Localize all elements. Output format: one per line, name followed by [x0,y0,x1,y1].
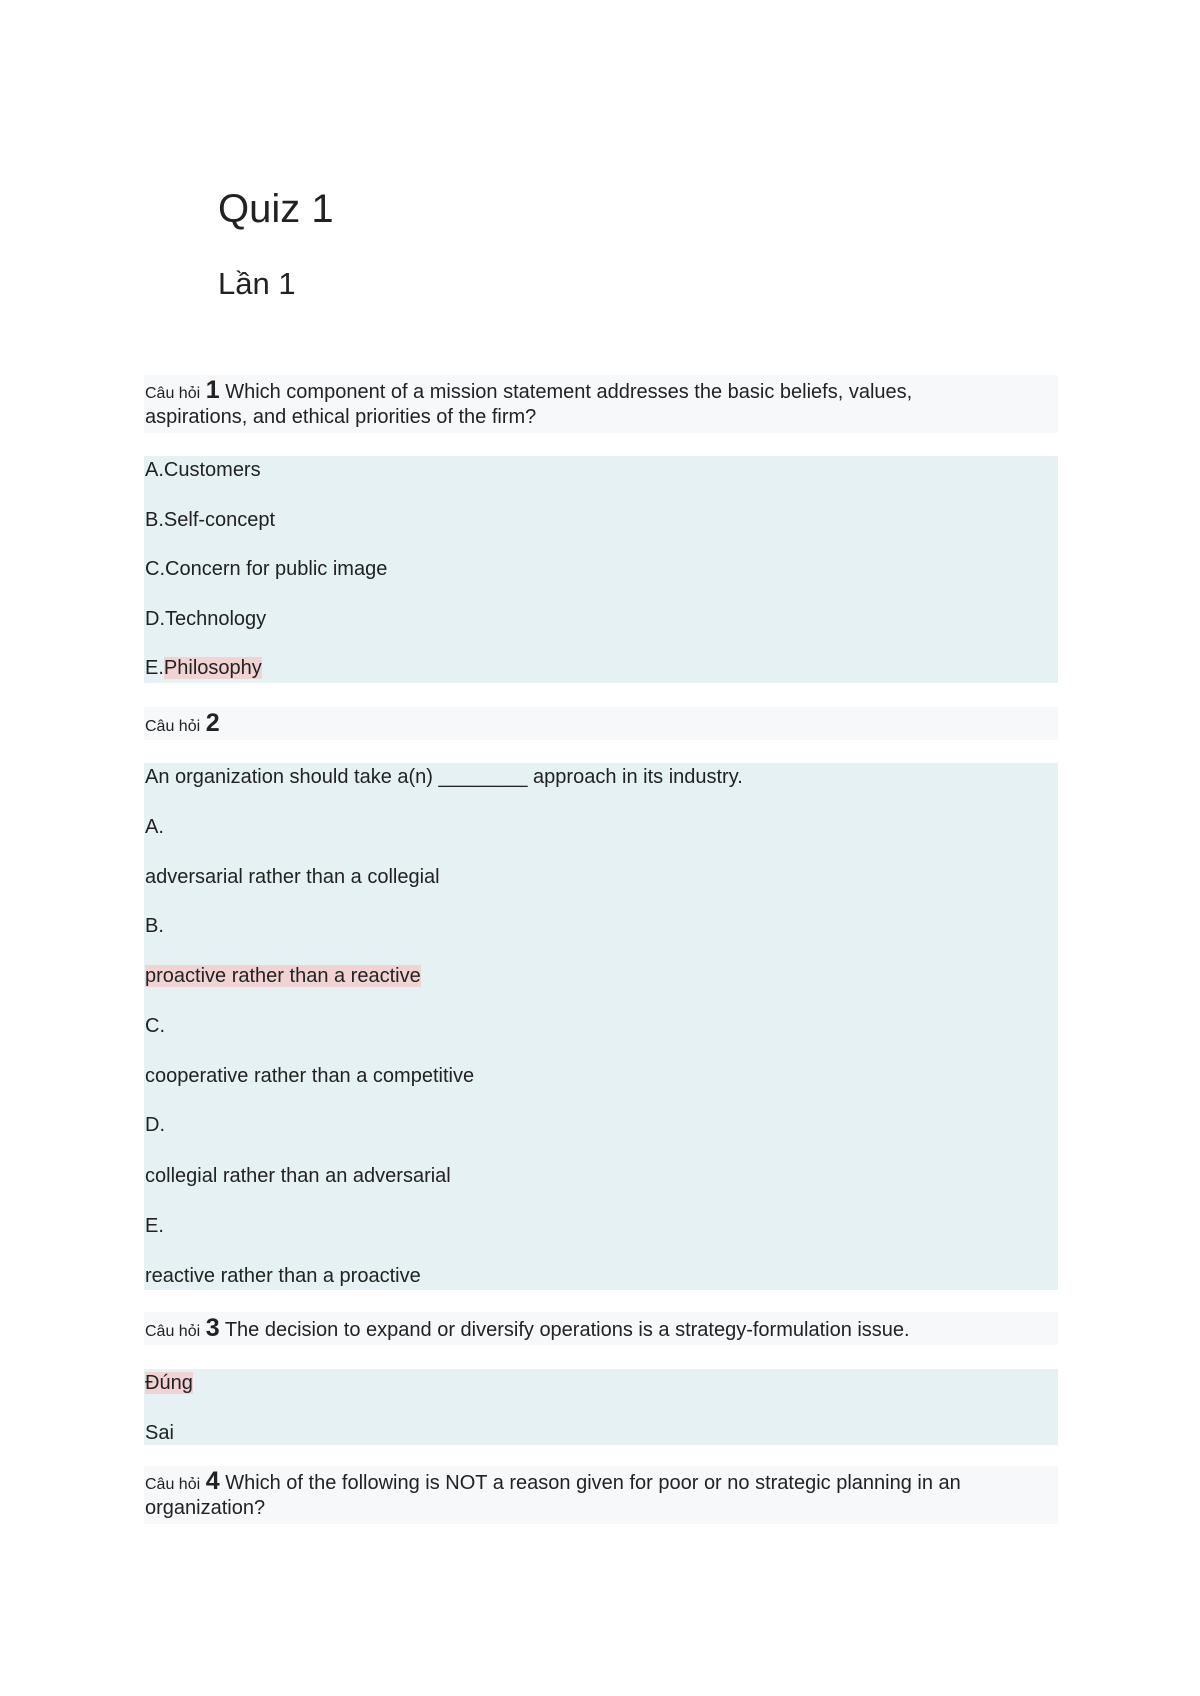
answer-option-e[interactable]: reactive rather than a proactive [145,1265,421,1287]
highlighted-answer: Đúng [145,1372,193,1394]
answer-option-d[interactable]: D.Technology [145,608,267,630]
question-3-answers [144,1369,1058,1445]
answer-option-c[interactable]: C.Concern for public image [145,558,388,580]
answer-letter-b: B. [145,915,164,937]
question-text-line: Which of the following is NOT a reason given for poor or no strategic planning in an [225,1472,961,1494]
question-1-answers [144,456,1058,683]
question-text-line: organization? [145,1497,266,1519]
question-text-line: aspirations, and ethical priorities of the firm? [145,406,537,428]
question-number: 3 [205,1314,220,1342]
question-3-header [144,1312,1058,1345]
answer-letter-e: E. [145,1215,164,1237]
question-label: Câu hỏi [145,1476,201,1493]
question-label: Câu hỏi [145,385,201,402]
question-label: Câu hỏi [145,718,201,735]
highlighted-answer: Philosophy [163,657,262,679]
question-2-answers [144,763,1058,1290]
question-text-line: The decision to expand or diversify operations is a strategy-formulation issue. [224,1319,910,1341]
answer-option-b[interactable]: B.Self-concept [145,509,276,531]
answer-option-c[interactable]: cooperative rather than a competitive [145,1065,475,1087]
page-subtitle: Lần 1 [218,266,296,301]
answer-option-d[interactable]: collegial rather than an adversarial [145,1165,451,1187]
answer-option-true[interactable] [145,1371,193,1395]
highlighted-answer: proactive rather than a reactive [145,965,421,987]
question-number: 2 [205,709,220,737]
answer-option-e[interactable]: E.Philosophy [145,657,262,679]
question-number: 4 [205,1467,220,1495]
answer-option-false[interactable]: Sai [145,1422,174,1444]
page-title: Quiz 1 [218,187,334,231]
answer-option-b[interactable] [145,964,421,988]
answer-option-a[interactable]: A.Customers [145,459,261,481]
question-text-line: Which component of a mission statement addresses the basic beliefs, values, [225,381,913,403]
question-2-header [144,707,1058,740]
answer-letter-a: A. [145,816,164,838]
answer-option-a[interactable]: adversarial rather than a collegial [145,866,440,888]
question-stem: An organization should take a(n) ________ approach in its industry. [145,766,743,788]
question-1-header [144,375,1058,433]
answer-letter-c: C. [145,1015,165,1037]
answer-letter-d: D. [145,1114,165,1136]
question-4-header [144,1466,1058,1524]
question-number: 1 [205,376,220,404]
question-label: Câu hỏi [145,1323,201,1340]
